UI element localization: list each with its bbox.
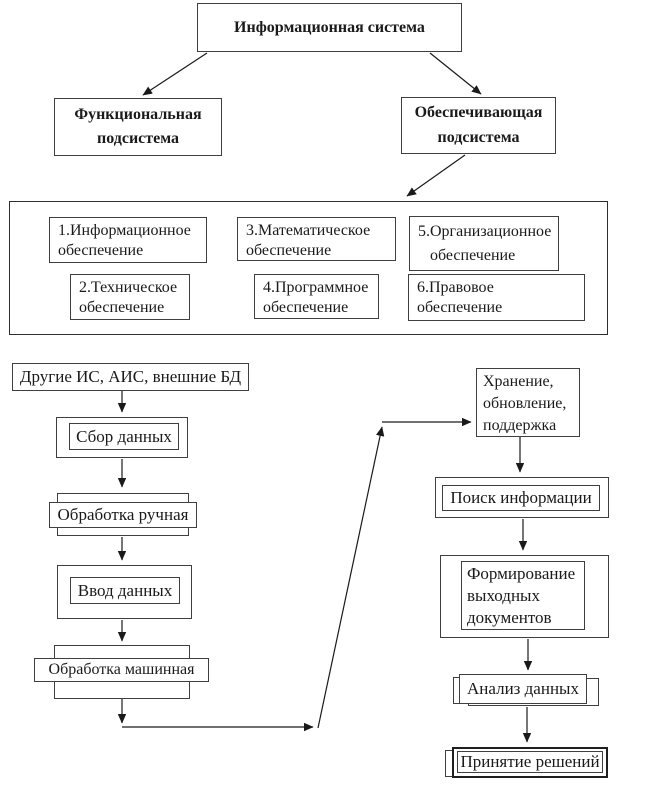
- output-docs-line1: Формирование: [467, 564, 576, 583]
- support-box-software: [254, 274, 379, 319]
- manual-processing-front: [49, 502, 197, 528]
- support-6-line1: 6.Правовое: [417, 279, 494, 296]
- machine-processing-front: [34, 658, 209, 682]
- storage-line3: поддержка: [483, 417, 557, 434]
- flow-box-information-search: [435, 477, 609, 518]
- data-collection-label: Сбор данных: [76, 426, 172, 446]
- support-2-line1: 2.Техническое: [79, 279, 178, 296]
- arrow-providing-to-support-group: [407, 155, 465, 196]
- storage-line2: обновление,: [483, 395, 567, 412]
- information-search-label: Поиск информации: [450, 488, 592, 507]
- arrow-root-to-functional: [143, 53, 207, 95]
- storage-line1: Хранение,: [483, 373, 554, 390]
- information-search-inner: [442, 485, 600, 511]
- support-3-line2: обеспечение: [246, 242, 332, 259]
- flow-box-external-sources: [12, 363, 249, 391]
- data-collection-inner: [69, 423, 179, 450]
- flow-box-data-input: [57, 565, 192, 619]
- decision-making-label: Принятие решений: [460, 752, 600, 771]
- flow-box-data-collection: [56, 417, 188, 458]
- output-documents-inner: [461, 561, 585, 630]
- output-docs-line3: документов: [467, 608, 552, 627]
- support-4-line1: 4.Программное: [263, 279, 369, 296]
- support-5-line1: 5.Организационное: [418, 223, 552, 240]
- flow-box-output-documents: [440, 555, 609, 638]
- external-sources-label: Другие ИС, АИС, внешние БД: [19, 367, 242, 386]
- data-input-label: Ввод данных: [77, 580, 173, 600]
- data-analysis-front: [459, 674, 587, 704]
- functional-line1: Функциональная: [74, 105, 202, 123]
- support-box-organizational: [409, 216, 559, 271]
- support-box-legal: [408, 274, 585, 321]
- support-3-line1: 3.Математическое: [246, 222, 371, 239]
- manual-processing-label: Обработка ручная: [57, 505, 189, 524]
- data-input-inner: [70, 577, 180, 604]
- support-1-line2: обеспечение: [58, 242, 144, 259]
- data-analysis-label: Анализ данных: [467, 679, 579, 698]
- support-4-line2: обеспечение: [263, 299, 349, 316]
- output-docs-line2: выходных: [467, 586, 540, 605]
- support-box-technical: [70, 274, 190, 320]
- support-5-line2: обеспечение: [430, 247, 516, 264]
- functional-line2: подсистема: [96, 130, 180, 148]
- machine-processing-label: Обработка машинная: [48, 661, 195, 678]
- support-box-information: [49, 217, 207, 263]
- root-box-information-system: [197, 3, 462, 52]
- support-box-mathematical: [237, 217, 396, 261]
- root-label: Информационная система: [234, 18, 425, 36]
- providing-subsystem-box: [401, 97, 556, 154]
- providing-line2: подсистема: [437, 128, 520, 146]
- decision-making-outer: [452, 747, 608, 778]
- arrow-diagonal-up: [318, 427, 382, 728]
- flow-box-storage: [476, 368, 580, 437]
- providing-line1: Обеспечивающая: [414, 104, 543, 122]
- functional-subsystem-box: [54, 98, 222, 156]
- support-1-line1: 1.Информационное: [58, 222, 191, 239]
- support-6-line2: обеспечение: [417, 299, 503, 316]
- arrow-root-to-providing: [430, 53, 481, 94]
- decision-making-inner: [457, 751, 603, 773]
- support-2-line2: обеспечение: [79, 299, 165, 316]
